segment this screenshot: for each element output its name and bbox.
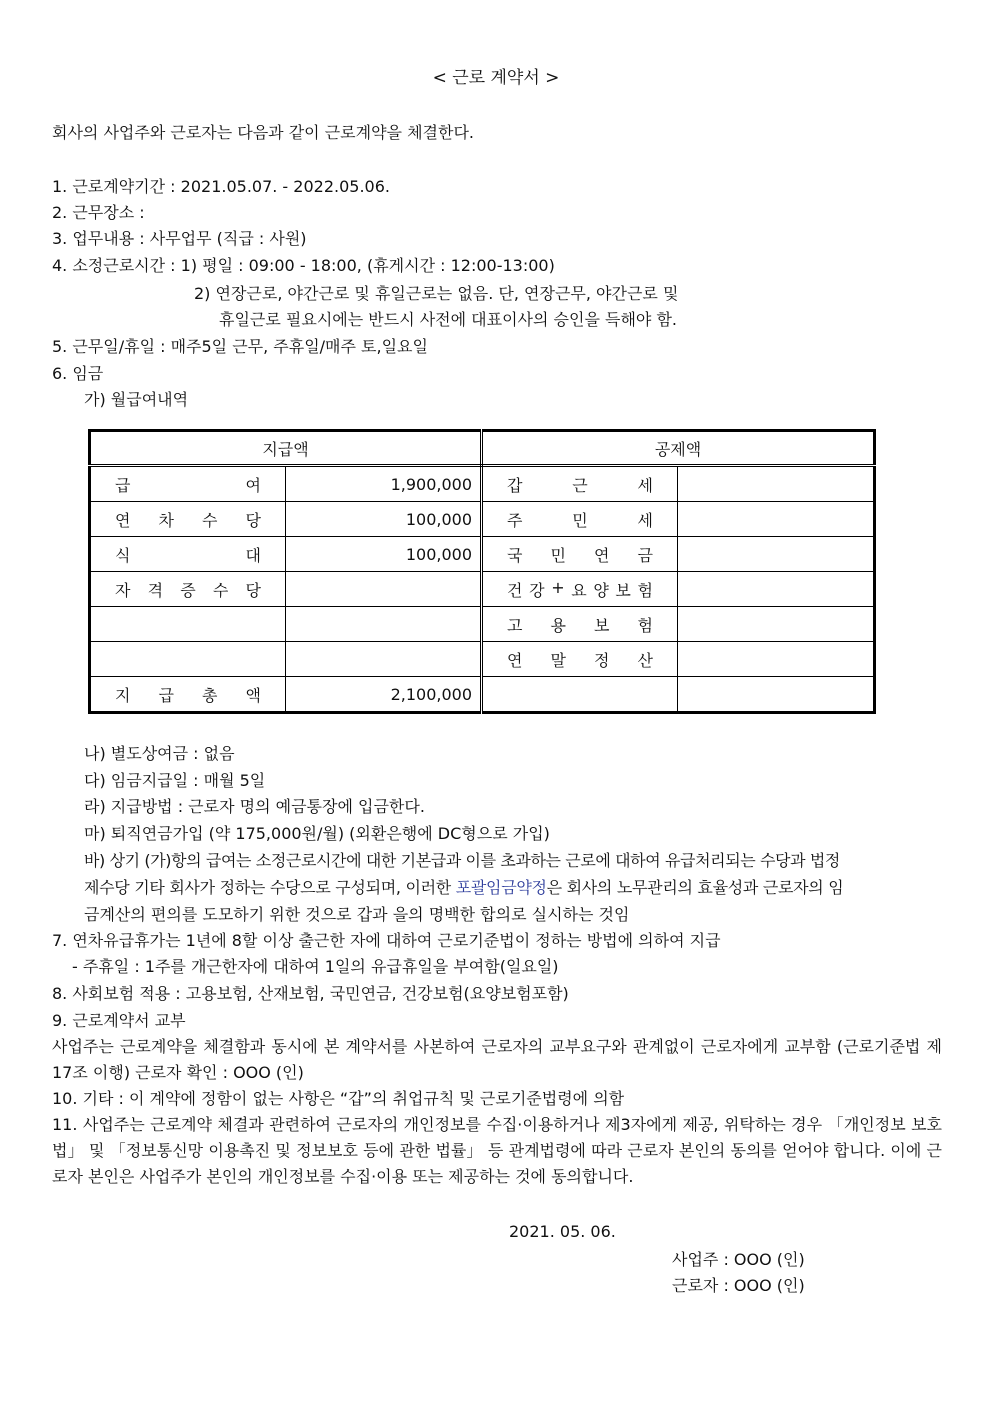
pay-value: 100,000	[286, 502, 482, 537]
pay-value	[286, 607, 482, 642]
deduct-value	[678, 537, 875, 572]
sub-item-f-line2: 제수당 기타 회사가 정하는 수당으로 구성되며, 이러한 포괄임금약정은 회사의 노무관리의 효율성과 근로자의 임	[84, 878, 844, 897]
item-workdays: 5. 근무일/휴일 : 매주5일 근무, 주휴일/매주 토,일요일	[52, 337, 428, 356]
pay-label: 급 여	[90, 466, 286, 502]
item-delivery-text: 사업주는 근로계약을 체결함과 동시에 본 계약서를 사본하여 근로자의 교부요구와 관계없이 근로자에게 교부함 (근로기준법 제17조 이행) 근로자 확인 : OOO (인)	[52, 1037, 942, 1082]
signature-date: 2021. 05. 06.	[509, 1222, 616, 1241]
deduct-value	[678, 607, 875, 642]
pay-value: 1,900,000	[286, 466, 482, 502]
deduct-value	[678, 466, 875, 502]
pay-value: 100,000	[286, 537, 482, 572]
table-row	[90, 572, 875, 607]
deduct-label: 갑 근 세	[482, 466, 678, 502]
signature-employee: 근로자 : OOO (인)	[672, 1276, 805, 1295]
table-row	[90, 466, 875, 502]
deduct-label: 건 강 + 요 양 보 험	[482, 572, 678, 607]
table-row	[90, 642, 875, 677]
intro-text: 회사의 사업주와 근로자는 다음과 같이 근로계약을 체결한다.	[52, 123, 475, 142]
item-duty: 3. 업무내용 : 사무업무 (직급 : 사원)	[52, 229, 307, 248]
deduct-header: 공제액	[482, 431, 875, 466]
sub-item-payday: 다) 임금지급일 : 매월 5일	[84, 771, 266, 790]
item-weekly-holiday: - 주휴일 : 1주를 개근한자에 대하여 1일의 유급휴일을 부여함(일요일)	[72, 957, 559, 976]
sub-item-pension: 마) 퇴직연금가입 (약 175,000원/월) (외환은행에 DC형으로 가입)	[84, 824, 550, 843]
pay-total-label: 지 급 총 액	[90, 677, 286, 713]
item-contract-period: 1. 근로계약기간 : 2021.05.07. - 2022.05.06.	[52, 177, 390, 196]
pay-label	[90, 607, 286, 642]
item-work-place: 2. 근무장소 :	[52, 203, 145, 222]
item-privacy: 11. 사업주는 근로계약 체결과 관련하여 근로자의 개인정보를 수집·이용하거나 제3자에게 제공, 위탁하는 경우 「개인정보 보호법」 및 「정보통신망 이용촉진 및 정보보호 등에 관한 법률」 등 관계법령에 따라 근로자 본인의 동의를 얻어야 합니다. 이에 근로자 본인은 사업주가 본인의 개인정보를 수집·이용 또는 제공하는 것에 동의합니다.	[52, 1115, 942, 1186]
pay-label: 식 대	[90, 537, 286, 572]
sub-item-bonus: 나) 별도상여금 : 없음	[84, 744, 235, 763]
item-hours-1: 4. 소정근로시간 : 1) 평일 : 09:00 - 18:00, (휴게시간 : 12:00-13:00)	[52, 256, 555, 275]
item-annual-leave: 7. 연차유급휴가는 1년에 8할 이상 출근한 자에 대하여 근로기준법이 정하는 방법에 의하여 지급	[52, 931, 721, 950]
item-insurance: 8. 사회보험 적용 : 고용보험, 산재보험, 국민연금, 건강보험(요양보험포함)	[52, 984, 569, 1003]
deduct-value	[678, 677, 875, 713]
pay-value	[286, 642, 482, 677]
sub-item-f-line3: 금계산의 편의를 도모하기 위한 것으로 갑과 을의 명백한 합의로 실시하는 것임	[84, 905, 630, 924]
sub-item-f-line1: 바) 상기 (가)항의 급여는 소정근로시간에 대한 기본급과 이를 초과하는 근로에 대하여 유급처리되는 수당과 법정	[84, 851, 840, 870]
pay-value	[286, 572, 482, 607]
deduct-label: 국 민 연 금	[482, 537, 678, 572]
deduct-value	[678, 572, 875, 607]
table-row	[90, 537, 875, 572]
table-header-row	[90, 431, 875, 466]
pay-label: 연 차 수 당	[90, 502, 286, 537]
item-wage: 6. 임금	[52, 364, 104, 383]
deduct-label	[482, 677, 678, 713]
pay-label	[90, 642, 286, 677]
table-row	[90, 677, 875, 713]
item-wage-sub-a: 가) 월급여내역	[84, 390, 189, 409]
wage-table	[88, 429, 876, 714]
signature-employer: 사업주 : OOO (인)	[672, 1250, 805, 1269]
deduct-value	[678, 642, 875, 677]
sub-item-method: 라) 지급방법 : 근로자 명의 예금통장에 입금한다.	[84, 797, 425, 816]
deduct-label: 연 말 정 산	[482, 642, 678, 677]
pay-total-value: 2,100,000	[286, 677, 482, 713]
deduct-label: 고 용 보 험	[482, 607, 678, 642]
item-hours-2b: 휴일근로 필요시에는 반드시 사전에 대표이사의 승인을 득해야 함.	[219, 310, 678, 329]
table-row	[90, 502, 875, 537]
pay-label: 자 격 증 수 당	[90, 572, 286, 607]
item-hours-2a: 2) 연장근로, 야간근로 및 휴일근로는 없음. 단, 연장근무, 야간근로 및	[194, 284, 679, 303]
pay-header: 지급액	[90, 431, 482, 466]
deduct-value	[678, 502, 875, 537]
item-delivery: 9. 근로계약서 교부	[52, 1011, 186, 1030]
document-title: < 근로 계약서 >	[432, 68, 560, 88]
deduct-label: 주 민 세	[482, 502, 678, 537]
table-row	[90, 607, 875, 642]
inclusive-wage-term: 포괄임금약정	[455, 878, 547, 897]
item-other: 10. 기타 : 이 계약에 정함이 없는 사항은 “갑”의 취업규칙 및 근로기준법령에 의함	[52, 1089, 625, 1108]
